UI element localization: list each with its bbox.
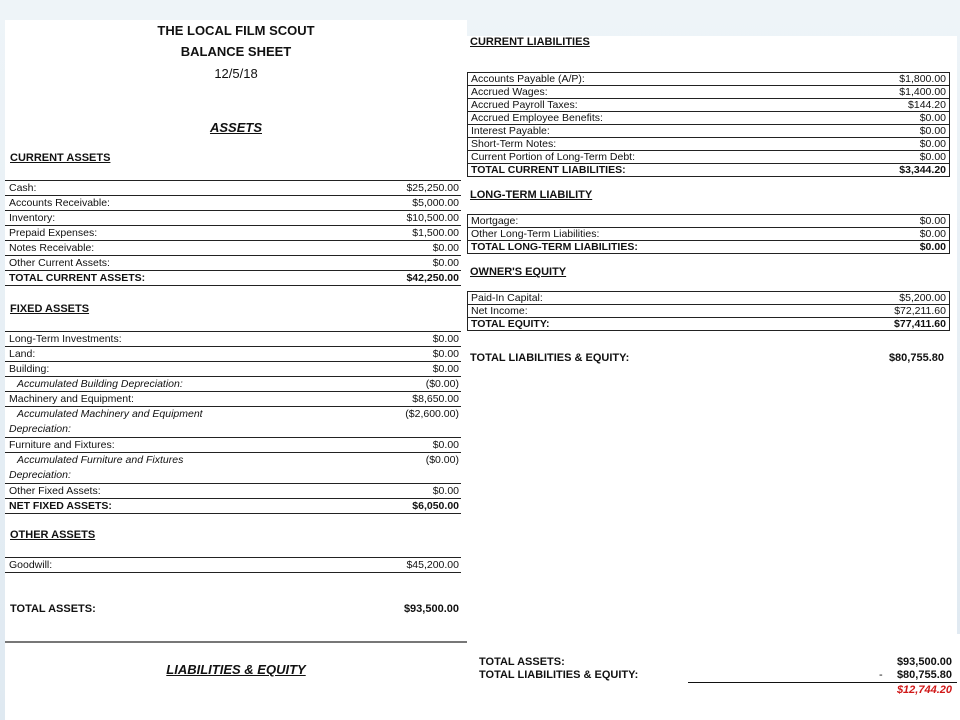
row-label: Paid-In Capital:: [468, 292, 754, 305]
row-label: Other Fixed Assets:: [5, 484, 356, 499]
row-label: Building:: [5, 362, 356, 377]
row-label: Notes Receivable:: [5, 241, 328, 256]
assets-heading: ASSETS: [209, 120, 262, 135]
table-row: [468, 292, 950, 305]
total-row: [468, 318, 950, 331]
liabilities-sheet: [467, 36, 957, 634]
row-label: Prepaid Expenses:: [5, 226, 328, 241]
assets-sheet: [5, 20, 467, 720]
row-label: Current Portion of Long-Term Debt:: [468, 151, 835, 164]
total-label: NET FIXED ASSETS:: [5, 499, 356, 514]
row-label: Goodwill:: [5, 558, 213, 573]
row-value: $5,000.00: [328, 196, 461, 211]
table-row: [5, 407, 461, 438]
company-name: THE LOCAL FILM SCOUT: [157, 23, 315, 38]
row-value: $0.00: [873, 215, 950, 228]
table-row: [468, 86, 950, 99]
row-label: Accrued Wages:: [468, 86, 835, 99]
total-label: TOTAL CURRENT ASSETS:: [5, 271, 328, 286]
total-row: [5, 271, 461, 286]
row-label: Land:: [5, 347, 356, 362]
current-assets-table: [5, 180, 461, 286]
table-row: [5, 211, 461, 226]
table-row: [5, 377, 461, 392]
row-label: [5, 407, 356, 438]
row-value: $10,500.00: [328, 211, 461, 226]
long-term-table: [467, 214, 950, 254]
subtotal-underline: [688, 682, 957, 683]
table-row: [5, 332, 461, 347]
other-assets-table: [5, 557, 461, 573]
table-row: [468, 151, 950, 164]
liabilities-equity-heading: LIABILITIES & EQUITY: [166, 662, 306, 677]
owners-equity-heading: OWNER'S EQUITY: [470, 266, 567, 278]
table-row: [468, 228, 950, 241]
reconciliation-panel: [467, 634, 960, 720]
row-label: Accrued Employee Benefits:: [468, 112, 835, 125]
total-row: [468, 164, 950, 177]
recon-le-value: $80,755.80: [896, 669, 952, 681]
current-liabilities-table: [467, 72, 950, 177]
table-row: [5, 392, 461, 407]
table-row: [5, 226, 461, 241]
row-value: $8,650.00: [356, 392, 461, 407]
row-label: Accumulated Building Depreciation:: [5, 377, 356, 392]
table-row: [5, 453, 461, 484]
row-label: Interest Payable:: [468, 125, 835, 138]
row-value: $1,500.00: [328, 226, 461, 241]
fixed-assets-table: [5, 331, 461, 514]
total-value: $6,050.00: [356, 499, 461, 514]
row-value: $0.00: [328, 241, 461, 256]
row-label-line2: Depreciation:: [9, 423, 71, 435]
row-label-line1: Accumulated Machinery and Equipment: [17, 408, 203, 420]
row-value: ($0.00): [356, 377, 461, 392]
table-row: [468, 215, 950, 228]
sheet-date: 12/5/18: [214, 66, 258, 81]
row-label: Furniture and Fixtures:: [5, 438, 356, 453]
table-row: [468, 125, 950, 138]
fixed-assets-heading: FIXED ASSETS: [10, 303, 90, 315]
current-assets-heading: CURRENT ASSETS: [10, 152, 111, 164]
row-label: Machinery and Equipment:: [5, 392, 356, 407]
row-value: $0.00: [356, 362, 461, 377]
long-term-heading: LONG-TERM LIABILITY: [470, 189, 593, 201]
row-value: $0.00: [356, 347, 461, 362]
row-label: Inventory:: [5, 211, 328, 226]
total-value: $42,250.00: [328, 271, 461, 286]
table-row: [5, 181, 461, 196]
total-assets-label: TOTAL ASSETS:: [10, 603, 96, 615]
total-value: $77,411.60: [753, 318, 949, 331]
total-assets-value: $93,500.00: [403, 603, 459, 615]
row-value: $5,200.00: [753, 292, 949, 305]
row-value: $0.00: [835, 125, 950, 138]
row-value: $72,211.60: [753, 305, 949, 318]
recon-assets-label: TOTAL ASSETS:: [479, 656, 565, 668]
table-row: [468, 138, 950, 151]
row-value: $25,250.00: [328, 181, 461, 196]
row-value: $1,400.00: [835, 86, 950, 99]
equity-table: [467, 291, 950, 331]
row-value: $0.00: [328, 256, 461, 271]
sheet-title: BALANCE SHEET: [180, 44, 292, 59]
row-value: $45,200.00: [213, 558, 461, 573]
row-label: [5, 453, 356, 484]
recon-assets-value: $93,500.00: [896, 656, 952, 668]
table-row: [5, 484, 461, 499]
total-value: $0.00: [873, 241, 950, 254]
table-row: [468, 305, 950, 318]
total-row: [468, 241, 950, 254]
row-value: $0.00: [835, 138, 950, 151]
row-label: Short-Term Notes:: [468, 138, 835, 151]
total-value: $3,344.20: [835, 164, 950, 177]
row-value: $0.00: [835, 151, 950, 164]
table-row: [5, 256, 461, 271]
row-value: $0.00: [356, 332, 461, 347]
row-value: $0.00: [356, 438, 461, 453]
current-liabilities-heading: CURRENT LIABILITIES: [470, 36, 590, 48]
row-value: $0.00: [873, 228, 950, 241]
row-value: $0.00: [356, 484, 461, 499]
row-label: Accounts Payable (A/P):: [468, 73, 835, 86]
total-label: TOTAL CURRENT LIABILITIES:: [468, 164, 835, 177]
row-value: ($0.00): [356, 453, 461, 484]
recon-difference: $12,744.20: [896, 684, 952, 696]
row-label: Net Income:: [468, 305, 754, 318]
row-label: Accrued Payroll Taxes:: [468, 99, 835, 112]
row-value: ($2,600.00): [356, 407, 461, 438]
row-label: Long-Term Investments:: [5, 332, 356, 347]
row-label: Cash:: [5, 181, 328, 196]
minus-sign: -: [879, 669, 883, 681]
recon-le-label: TOTAL LIABILITIES & EQUITY:: [479, 669, 639, 681]
row-label-line2: Depreciation:: [9, 469, 71, 481]
row-value: $1,800.00: [835, 73, 950, 86]
table-row: [5, 362, 461, 377]
divider-rule: [5, 641, 467, 643]
total-le-value: $80,755.80: [888, 352, 944, 364]
row-label-line1: Accumulated Furniture and Fixtures: [17, 454, 184, 466]
row-label: Other Current Assets:: [5, 256, 328, 271]
total-le-label: TOTAL LIABILITIES & EQUITY:: [470, 352, 630, 364]
table-row: [468, 73, 950, 86]
other-assets-heading: OTHER ASSETS: [10, 529, 96, 541]
table-row: [468, 99, 950, 112]
row-label: Other Long-Term Liabilities:: [468, 228, 873, 241]
table-row: [468, 112, 950, 125]
row-value: $0.00: [835, 112, 950, 125]
total-row: [5, 499, 461, 514]
table-row: [5, 241, 461, 256]
table-row: [5, 196, 461, 211]
table-row: [5, 347, 461, 362]
table-row: [5, 438, 461, 453]
table-row: [5, 558, 461, 573]
row-value: $144.20: [835, 99, 950, 112]
total-label: TOTAL EQUITY:: [468, 318, 754, 331]
total-label: TOTAL LONG-TERM LIABILITIES:: [468, 241, 873, 254]
row-label: Mortgage:: [468, 215, 873, 228]
row-label: Accounts Receivable:: [5, 196, 328, 211]
